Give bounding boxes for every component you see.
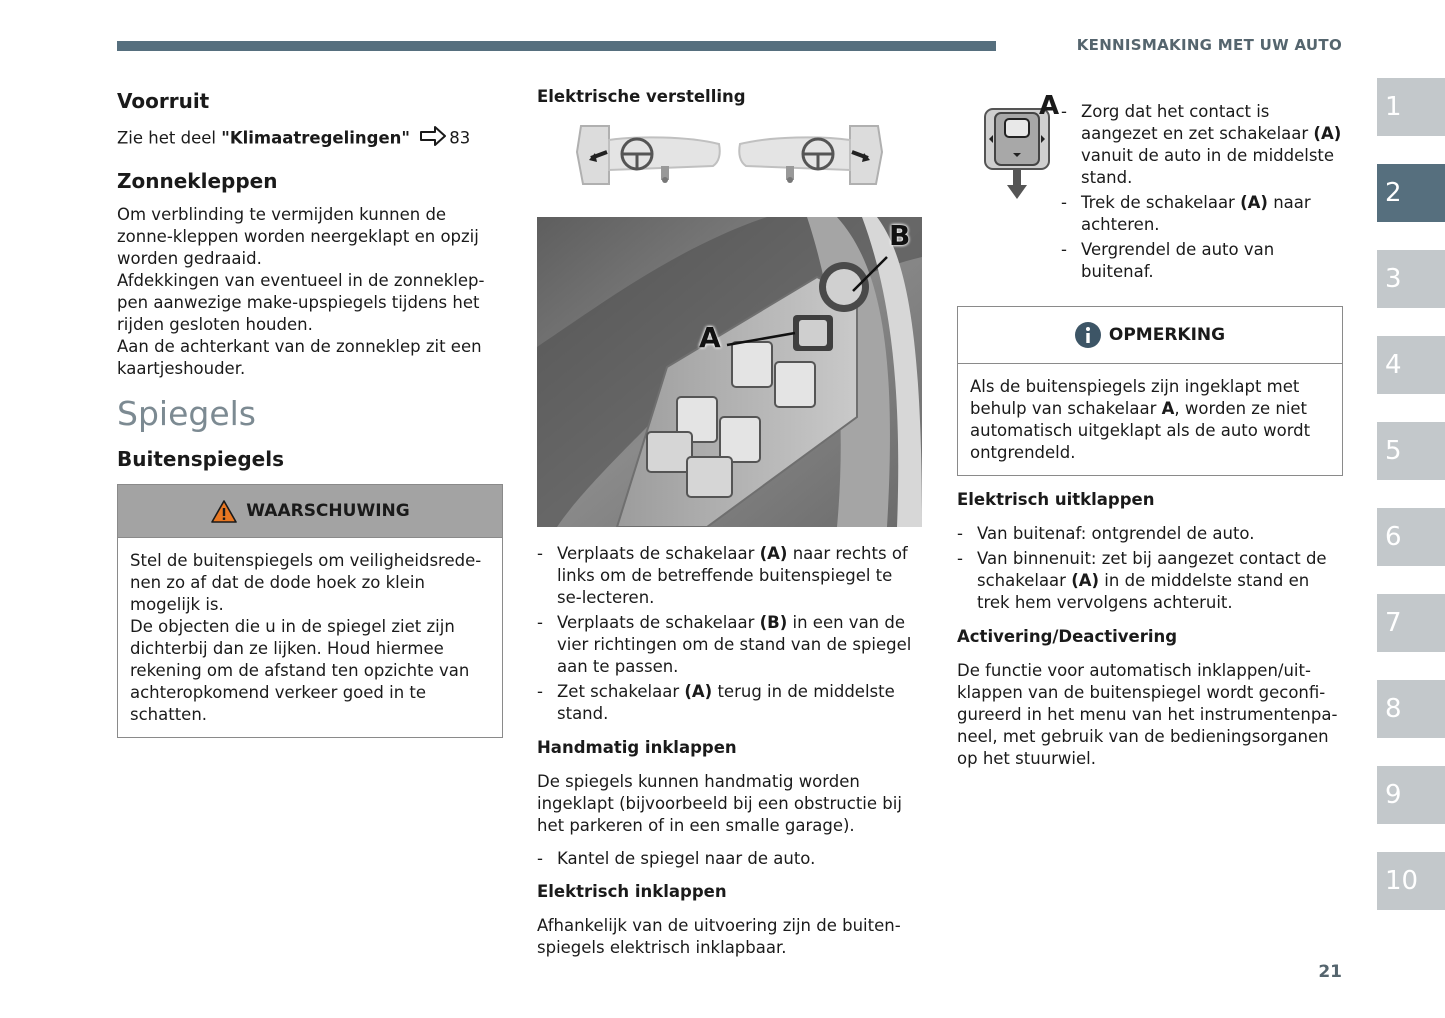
chapter-tabs [1377, 78, 1445, 938]
chapter-title: KENNISMAKING MET UW AUTO [1076, 36, 1342, 54]
uitklappen-bullet-list [957, 523, 1343, 614]
chapter-tab-5[interactable]: 5 [1377, 422, 1445, 480]
arrow-right-icon [419, 126, 447, 152]
chapter-tab-2[interactable]: 2 [1377, 164, 1445, 222]
warning-text: Stel de buitenspiegels om veiligheidsrede-nen zo af dat de dode hoek zo klein mogelijk is. De objecten die u in de spiegel ziet zijn dichterbij dan ze lijken. Houd hiermee rekening om de afstand ten opzichte van achteropkomend verkeer goed in te schatten. [130, 551, 482, 724]
elektrische-heading: Elektrische verstelling [537, 87, 746, 106]
list-item: - Verplaats de schakelaar (B) in een van de vier richtingen om de stand van de spiegel aan te passen. [537, 612, 922, 678]
column-right [957, 91, 1343, 770]
zonnekleppen-text: Om verblinding te vermijden kunnen de zonne-kleppen worden neergeklapt en opzij worden gedraaid. Afdekkingen van eventueel in de zonneklep-pen aanwezige make-upspiegels tijdens het rijden gesloten houden. Aan de achterkant van de zonneklep zit een kaartjeshouder. [117, 205, 485, 378]
mirror-fold-switch-icon [983, 107, 1053, 208]
warning-label: WAARSCHUWING [246, 501, 410, 521]
voorruit-page-ref[interactable]: 83 [449, 128, 471, 148]
chapter-tab-8[interactable]: 8 [1377, 680, 1445, 738]
elektrisch-inklappen-text: Afhankelijk van de uitvoering zijn de buiten-spiegels elektrisch inklapbaar. [537, 916, 901, 957]
chapter-tab-6[interactable]: 6 [1377, 508, 1445, 566]
list-item: - Vergrendel de auto van buitenaf. [1061, 239, 1343, 283]
list-item: - Trek de schakelaar (A) naar achteren. [1061, 192, 1343, 236]
header-bar [117, 41, 996, 51]
list-item: - Van binnenuit: zet bij aangezet contact de schakelaar (A) in de middelste stand en trek hem vervolgens achteruit. [957, 548, 1343, 614]
handmatig-text: De spiegels kunnen handmatig worden ingeklapt (bijvoorbeeld bij een obstructie bij het parkeren of in een smalle garage). [537, 772, 902, 835]
activering-heading: Activering/Deactivering [957, 627, 1178, 646]
chapter-tab-7[interactable]: 7 [1377, 594, 1445, 652]
info-icon [1075, 322, 1101, 348]
warning-icon [210, 499, 238, 524]
handmatig-bullet-list [537, 848, 922, 870]
page-number: 21 [1318, 962, 1342, 982]
chapter-tab-1[interactable]: 1 [1377, 78, 1445, 136]
chapter-tab-10[interactable]: 10 [1377, 852, 1445, 910]
chapter-tab-9[interactable]: 9 [1377, 766, 1445, 824]
voorruit-text [117, 126, 503, 152]
buitenspiegels-heading: Buitenspiegels [117, 447, 284, 471]
elektrisch-inklappen-heading: Elektrisch inklappen [537, 882, 727, 901]
column-middle [537, 86, 922, 959]
zonnekleppen-heading: Zonnekleppen [117, 169, 278, 193]
note-box [957, 306, 1343, 476]
chapter-tab-4[interactable]: 4 [1377, 336, 1445, 394]
klimaat-link[interactable]: "Klimaatregelingen" [221, 128, 410, 148]
fold-instructions [957, 91, 1343, 292]
fold-bullet-list [1061, 101, 1343, 283]
right-car-outline-icon [739, 126, 882, 184]
chapter-tab-3[interactable]: 3 [1377, 250, 1445, 308]
warning-header [118, 485, 502, 538]
note-header [958, 307, 1342, 364]
icon-label-a: A [1039, 91, 1060, 121]
list-item: - Zorg dat het contact is aangezet en zet schakelaar (A) vanuit de auto in de middelste stand. [1061, 101, 1343, 189]
uitklappen-heading: Elektrisch uitklappen [957, 490, 1155, 509]
photo-label-a: A [699, 321, 721, 354]
left-car-outline-icon [577, 126, 720, 184]
handmatig-heading: Handmatig inklappen [537, 738, 737, 757]
column-left [117, 88, 503, 738]
mirror-selection-illustration [537, 122, 922, 194]
warning-box [117, 484, 503, 738]
door-panel-photo [537, 217, 922, 527]
note-text: Als de buitenspiegels zijn ingeklapt met behulp van schakelaar A, worden ze niet automatisch uitgeklapt als de auto wordt ontgrendeld. [970, 377, 1311, 462]
list-item: - Verplaats de schakelaar (A) naar rechts of links om de betreffende buitenspiegel te se-lecteren. [537, 543, 922, 609]
list-item: - Van buitenaf: ontgrendel de auto. [957, 523, 1343, 545]
note-label: OPMERKING [1108, 325, 1226, 345]
activering-text: De functie voor automatisch inklappen/uit-klappen van de buitenspiegel wordt geconfi-gureerd in het menu van het instrumentenpa-neel, met gebruik van de bedieningsorganen op het stuurwiel. [957, 661, 1338, 768]
list-item: - Zet schakelaar (A) terug in de middelste stand. [537, 681, 922, 725]
adjust-bullet-list [537, 543, 922, 725]
voorruit-text-pre: Zie het deel [117, 128, 222, 148]
list-item: - Kantel de spiegel naar de auto. [537, 848, 922, 870]
photo-label-b: B [889, 219, 911, 252]
section-title: Spiegels [117, 394, 256, 433]
voorruit-heading: Voorruit [117, 89, 210, 113]
